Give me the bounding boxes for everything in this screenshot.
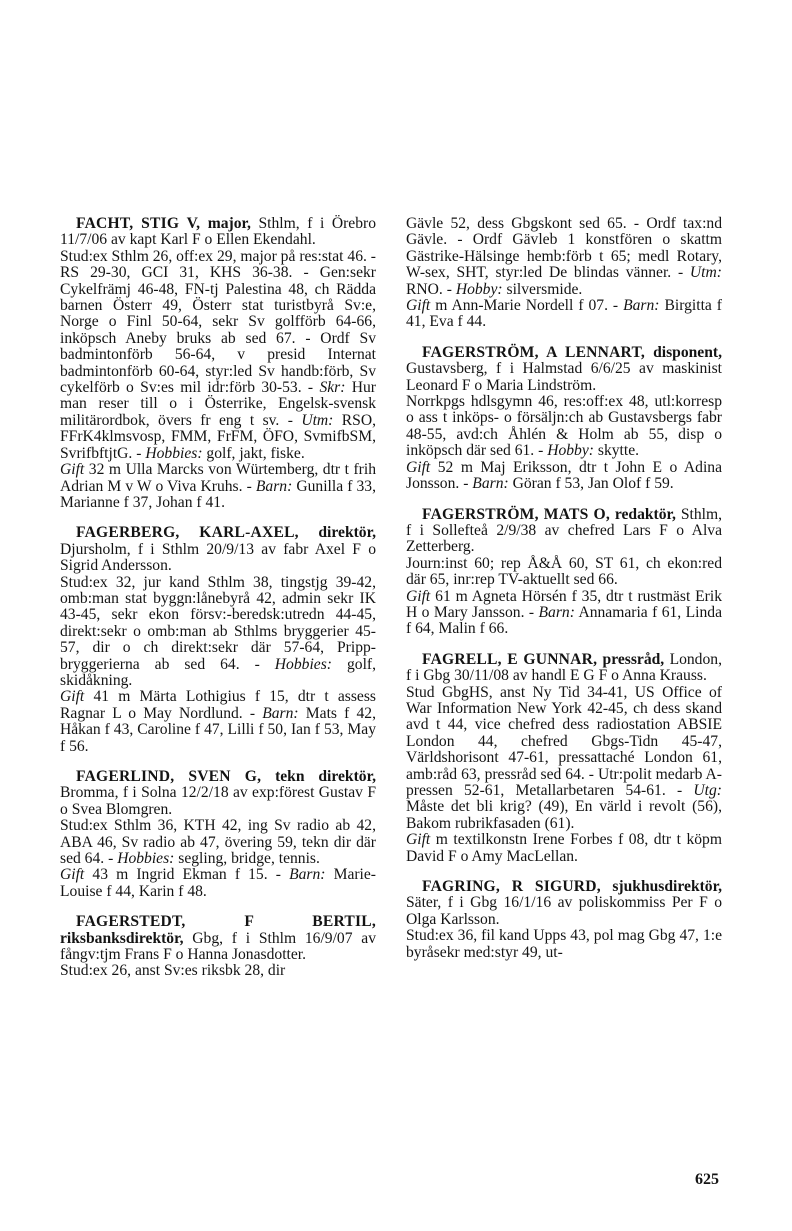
label-skr: Skr: bbox=[319, 379, 346, 397]
entry-career: Stud:ex 32, jur kand Sthlm 38, tingstjg 39-42, omb:man stat byggn:lånebyrå 42, admin sekr IK 43-45, sekr ekon försv:-beredsk:utredn 44-45, direkt:sekr o omb:man ab Sthlms bryggerier 45-57, dir o ch direkt:sekr där 57-64, Pripp-bryggerierna ab sed 64. - Hobbies: golf, skidåkning. bbox=[60, 573, 376, 689]
label-barn: Barn: bbox=[538, 603, 575, 621]
right-column bbox=[406, 216, 722, 961]
label-hobbies: Hobbies: bbox=[145, 444, 203, 462]
entry-birth: London, f i Gbg 30/11/08 av handl E G F o Anna Krauss. bbox=[406, 650, 722, 685]
entry-header bbox=[60, 914, 376, 963]
entry-career: Norrkpgs hdlsgymn 46, res:off:ex 48, utl:korresp o ass t inköps- o försäljn:ch ab Gustavsbergs fabr 48-55, avd:ch Åhlén & Holm ab 55, disp o inköpsch där sed 61. - Hobby: skytte. bbox=[406, 393, 722, 460]
entry-birth: Djursholm, f i Sthlm 20/9/13 av fabr Axel F o Sigrid Andersson. bbox=[60, 540, 376, 575]
entry-fagerstrom-mats bbox=[406, 507, 722, 638]
entry-header bbox=[60, 769, 376, 818]
label-barn: Barn: bbox=[623, 297, 660, 315]
entry-family: Gift 61 m Agneta Hörsén f 35, dtr t rustmäst Erik H o Mary Jansson. - Barn: Annamaria f 61, Linda f 64, Malin f 66. bbox=[406, 587, 723, 638]
entry-title: redaktör, bbox=[614, 505, 676, 523]
entry-title: major, bbox=[207, 215, 251, 232]
entry-name: FAGERSTRÖM, A LENNART, bbox=[422, 343, 646, 361]
entry-title: direktör, bbox=[318, 524, 376, 542]
entry-birth: Gustavsberg, f i Halmstad 6/6/25 av maskinist Leonard F o Maria Lindström. bbox=[406, 360, 722, 394]
label-utg: Utg: bbox=[693, 782, 722, 799]
entry-fagerstrom-lennart bbox=[406, 345, 722, 493]
label-gift: Gift bbox=[60, 461, 85, 479]
entry-name: FAGRING, R SIGURD, bbox=[422, 878, 601, 896]
entry-career: Stud:ex Sthlm 26, off:ex 29, major på res:stat 46. - RS 29-30, GCI 31, KHS 36-38. - Gen:sekr Cykelfrämj 46-48, FN-tj Palestina 48, ch Rädda barnen Österr 49, Österr stat turistbyrå Sv:e, Norge o Finl 50-64, sekr Sv golfförb 64-66, inköpsch Aneby bruks ab sed 67. - Ordf Sv badmintonförb 56-64, v presid Internat badmintonförb 60-64, styr:led Sv handb:förb, Sv cykelförb o Sv:es mil idr:förb 30-53. - Skr: Hur man reser till o i Österrike, Engelsk-svensk militärordbok, övers fr eng t sv. - Utm: RSO, FFrK4klmsvosp, FMM, FrFM, ÖFO, SvmifbSM, SvrifbftjtG. - Hobbies: golf, jakt, fiske. bbox=[60, 247, 376, 462]
entry-header bbox=[406, 879, 722, 928]
entry-career: Gävle 52, dess Gbgskont sed 65. - Ordf tax:nd Gävle. - Ordf Gävleb 1 konstfören o skattm Gästrike-Hälsinge hemb:förb t 65; medl Rotary, W-sex, SHT, styr:led De blindas vänner. - Utm: RNO. - Hobby: silversmide. bbox=[406, 215, 722, 298]
label-hobby: Hobby: bbox=[547, 442, 594, 460]
label-gift: Gift bbox=[406, 458, 431, 476]
label-barn: Barn: bbox=[472, 475, 509, 493]
entry-title: tekn direktör, bbox=[275, 768, 376, 785]
entry-birth: Sthlm, f i Sollefteå 2/9/38 av chefred Lars F o Alva Zetterberg. bbox=[406, 505, 722, 556]
entry-career: Stud:ex 26, anst Sv:es riksbk 28, dir bbox=[60, 962, 286, 980]
label-barn: Barn: bbox=[262, 704, 299, 722]
label-hobbies: Hobbies: bbox=[117, 850, 175, 868]
entry-family: Gift 52 m Maj Eriksson, dtr t John E o Adina Jonsson. - Barn: Göran f 53, Jan Olof f 59. bbox=[406, 458, 722, 493]
entry-fagerlind bbox=[60, 769, 376, 900]
entry-name: FAGERBERG, KARL-AXEL, bbox=[76, 524, 299, 542]
entry-name: FAGERLIND, SVEN G, bbox=[76, 768, 262, 785]
entry-fagrell bbox=[406, 652, 722, 865]
entry-fagerstedt-continued bbox=[406, 216, 722, 331]
left-column bbox=[60, 216, 376, 980]
entry-fagerstedt bbox=[60, 914, 376, 980]
label-gift: Gift bbox=[60, 866, 85, 884]
page-number: 625 bbox=[695, 1171, 719, 1188]
entry-career: Stud GbgHS, anst Ny Tid 34-41, US Office of War Information New York 42-45, ch dess skand avd t 44, vice chefred dess radiostation ABSIE London 44, chefred Gbgs-Tidn 45-47, Världshorisont 47-61, pressattaché London 61, amb:råd 63, pressråd sed 64. - Utr:polit medarb A-pressen 52-61, Metallarbetaren 54-61. - Utg: Måste det bli krig? (49), En värld i revolt (56), Bakom rubrikfasaden (61). bbox=[406, 683, 722, 832]
entry-title: riksbanksdirektör, bbox=[60, 929, 184, 947]
label-hobby: Hobby: bbox=[455, 280, 503, 298]
entry-family: Gift m textilkonstn Irene Forbes f 08, dtr t köpm David F o Amy MacLellan. bbox=[406, 831, 722, 865]
entry-title: disponent, bbox=[653, 343, 722, 361]
entry-header bbox=[406, 652, 722, 685]
label-barn: Barn: bbox=[289, 866, 326, 884]
entry-birth: Säter, f i Gbg 16/1/16 av poliskommiss Per F o Olga Karlsson. bbox=[406, 894, 722, 928]
entry-fagerberg bbox=[60, 525, 376, 755]
entry-career: Journ:inst 60; rep Å&Å 60, ST 61, ch ekon:red där 65, inr:rep TV-aktuellt sed 66. bbox=[406, 554, 722, 589]
entry-family: Gift 41 m Märta Lothigius f 15, dtr t assess Ragnar L o May Nordlund. - Barn: Mats f 42, Håkan f 43, Caroline f 47, Lilli f 50, Ian f 53, May f 56. bbox=[60, 688, 377, 755]
label-utm: Utm: bbox=[689, 264, 722, 282]
label-gift: Gift bbox=[406, 587, 431, 605]
label-barn: Barn: bbox=[255, 477, 293, 495]
label-gift: Gift bbox=[406, 297, 431, 315]
entry-name: FAGRELL, E GUNNAR, bbox=[422, 650, 598, 668]
entry-name: FAGERSTRÖM, MATS O, bbox=[422, 505, 610, 523]
entry-birth: Sthlm, f i Örebro 11/7/06 av kapt Karl F o Ellen Ekendahl. bbox=[60, 215, 376, 249]
entry-title: pressråd, bbox=[602, 650, 665, 668]
label-utm: Utm: bbox=[301, 411, 334, 429]
label-gift: Gift bbox=[406, 831, 431, 849]
label-hobbies: Hobbies: bbox=[274, 655, 332, 673]
entry-family: Gift m Ann-Marie Nordell f 07. - Barn: Birgitta f 41, Eva f 44. bbox=[406, 297, 722, 331]
entry-header bbox=[406, 345, 722, 394]
entry-birth: Gbg, f i Sthlm 16/9/07 av fångv:tjm Frans F o Hanna Jonasdotter. bbox=[60, 929, 376, 964]
entry-name: FAGERSTEDT, F BERTIL, bbox=[76, 913, 376, 931]
entry-career: Stud:ex 36, fil kand Upps 43, pol mag Gbg 47, 1:e byråsekr med:styr 49, ut- bbox=[406, 927, 722, 961]
entry-family: Gift 43 m Ingrid Ekman f 15. - Barn: Marie-Louise f 44, Karin f 48. bbox=[60, 866, 377, 900]
entry-header bbox=[60, 216, 376, 249]
entry-family: Gift 32 m Ulla Marcks von Würtemberg, dtr t frih Adrian M v W o Viva Kruhs. - Barn: Gunilla f 33, Marianne f 37, Johan f 41. bbox=[60, 461, 377, 511]
entry-header bbox=[406, 507, 722, 556]
entry-facht bbox=[60, 216, 376, 511]
entry-name: FACHT, STIG V, bbox=[76, 215, 201, 232]
entry-birth: Bromma, f i Solna 12/2/18 av exp:förest Gustav F o Svea Blomgren. bbox=[60, 784, 376, 818]
entry-title: sjukhusdirektör, bbox=[612, 878, 722, 896]
entry-career: Stud:ex Sthlm 36, KTH 42, ing Sv radio ab 42, ABA 46, Sv radio ab 47, övering 59, tekn dir där sed 64. - Hobbies: segling, bridge, tennis. bbox=[60, 817, 376, 868]
label-gift: Gift bbox=[60, 688, 85, 706]
entry-header bbox=[60, 525, 376, 574]
entry-fagring bbox=[406, 879, 722, 961]
